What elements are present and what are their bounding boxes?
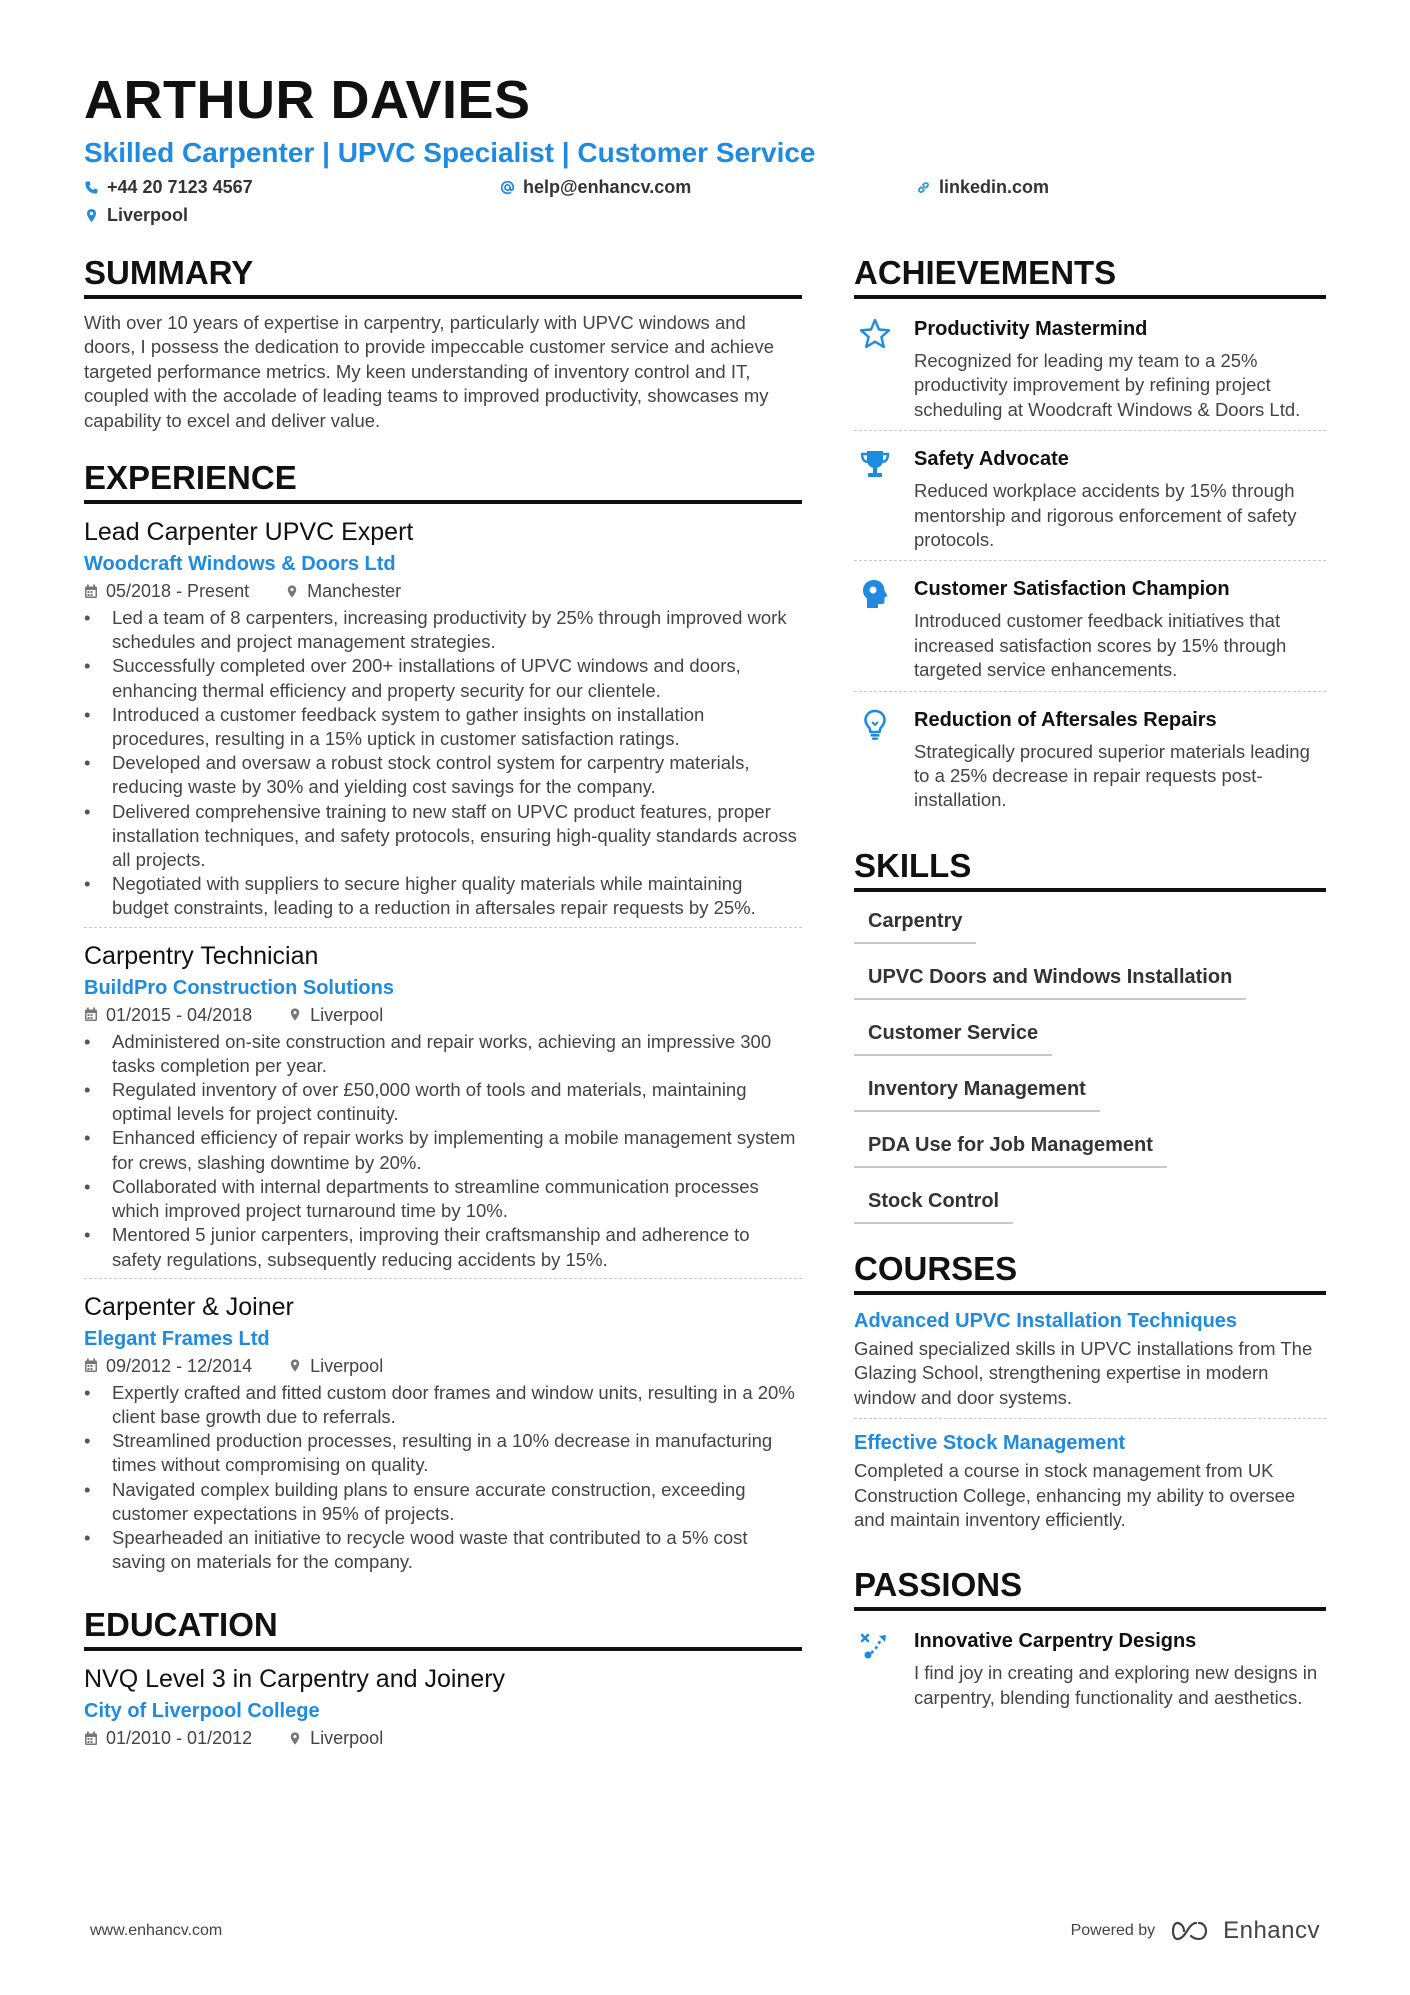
skill-tag: Carpentry — [854, 904, 976, 944]
contact-phone[interactable] — [84, 176, 500, 198]
location-pin-icon — [288, 1007, 302, 1022]
course-item — [854, 1429, 1326, 1540]
passions-section — [854, 1566, 1326, 1718]
job-bullet: • Navigated complex building plans to ensure accurate construction, exceeding customer expectations in 95% of projects. — [84, 1478, 802, 1526]
job-title: Carpenter & Joiner — [84, 1292, 294, 1321]
job-bullet: • Enhanced efficiency of repair works by implementing a mobile management system for crews, slashing downtime by 20%. — [84, 1126, 802, 1174]
job-meta — [84, 1353, 802, 1379]
job-dates: 05/2018 - Present — [106, 581, 250, 602]
skill-tag: UPVC Doors and Windows Installation — [854, 960, 1246, 1000]
resume-header — [84, 70, 1326, 226]
brand-logo[interactable] — [1171, 1917, 1320, 1945]
course-item — [854, 1307, 1326, 1419]
contact-location — [84, 204, 500, 226]
candidate-headline: Skilled Carpenter | UPVC Specialist | Customer Service — [84, 137, 816, 168]
head-icon — [858, 577, 892, 611]
linkedin-text: linkedin.com — [939, 176, 1050, 197]
contact-info — [84, 176, 1326, 226]
section-title-achievements: ACHIEVEMENTS — [854, 254, 1326, 299]
right-column — [854, 254, 1326, 1777]
degree-title: NVQ Level 3 in Carpentry and Joinery — [84, 1665, 506, 1694]
strategy-icon — [858, 1629, 892, 1663]
summary-text: With over 10 years of expertise in carpentry, particularly with UPVC windows and doors, I possess the dedication to provide impeccable customer service and achieve targeted performance metrics. My keen understanding of inventory control and IT, coupled with the accolade of leading teams to improved productivity, showcases my capability to excel and deliver value. — [84, 312, 775, 431]
company-name: BuildPro Construction Solutions — [84, 976, 394, 999]
location-pin-icon — [288, 1358, 302, 1373]
skill-tag: PDA Use for Job Management — [854, 1128, 1167, 1168]
phone-text: +44 20 7123 4567 — [107, 176, 253, 197]
education-section — [84, 1606, 802, 1751]
job-title: Carpentry Technician — [84, 941, 319, 970]
job-bullet: • Expertly crafted and fitted custom door frames and window units, resulting in a 20% client base growth due to referrals. — [84, 1381, 802, 1429]
skills-section — [854, 847, 1326, 1224]
link-icon — [916, 180, 931, 195]
experience-item — [84, 940, 802, 1279]
job-bullet: • Collaborated with internal departments to streamline communication processes which improved project turnaround time by 10%. — [84, 1175, 802, 1223]
achievement-title: Customer Satisfaction Champion — [914, 578, 1230, 601]
job-meta — [84, 1002, 802, 1028]
job-bullet: • Negotiated with suppliers to secure higher quality materials while maintaining budget constraints, leading to a reduction in aftersales repair requests by 25%. — [84, 872, 802, 920]
job-bullets — [84, 1381, 802, 1575]
lightbulb-icon — [858, 708, 892, 742]
course-title: Advanced UPVC Installation Techniques — [854, 1309, 1238, 1332]
calendar-icon — [84, 1007, 98, 1022]
courses-section — [854, 1250, 1326, 1540]
star-icon — [858, 317, 892, 351]
footer-url[interactable]: www.enhancv.com — [90, 1922, 223, 1939]
achievement-desc: Reduced workplace accidents by 15% through mentorship and rigorous enforcement of safety protocols. — [914, 480, 1297, 551]
trophy-icon — [858, 447, 892, 481]
achievement-desc: Strategically procured superior materials leading to a 25% decrease in repair requests post-installation. — [914, 740, 1310, 811]
job-bullet: • Mentored 5 junior carpenters, improving their craftsmanship and adherence to safety regulations, subsequently reducing accidents by 15%. — [84, 1223, 802, 1271]
job-bullet: • Developed and oversaw a robust stock control system for carpentry materials, reducing waste by 30% and yielding cost savings for the company. — [84, 751, 802, 799]
experience-section — [84, 459, 802, 1580]
section-title-skills: SKILLS — [854, 847, 1326, 892]
skill-tag: Inventory Management — [854, 1072, 1100, 1112]
contact-linkedin[interactable] — [916, 176, 1216, 198]
enhancv-logo-icon — [1171, 1920, 1215, 1942]
summary-section — [84, 254, 802, 433]
at-icon — [500, 180, 515, 195]
section-title-experience: EXPERIENCE — [84, 459, 802, 504]
achievement-title: Productivity Mastermind — [914, 318, 1148, 340]
job-bullet: • Spearheaded an initiative to recycle wood waste that contributed to a 5% cost saving on materials for the company. — [84, 1526, 802, 1574]
job-location: Manchester — [307, 581, 402, 602]
course-desc: Gained specialized skills in UPVC installations from The Glazing School, strengthening expertise in modern window and door systems. — [854, 1337, 1313, 1408]
job-bullet: • Introduced a customer feedback system to gather insights on installation procedures, resulting in a 15% uptick in customer satisfaction ratings. — [84, 703, 802, 751]
calendar-icon — [84, 1358, 98, 1373]
passion-title: Innovative Carpentry Designs — [914, 1630, 1197, 1653]
education-meta — [84, 1725, 802, 1751]
education-location: Liverpool — [310, 1728, 384, 1749]
location-text: Liverpool — [107, 204, 189, 225]
achievement-item — [854, 441, 1326, 561]
achievement-title: Safety Advocate — [914, 448, 1069, 471]
experience-item — [84, 1291, 802, 1581]
candidate-name: ARTHUR DAVIES — [84, 70, 531, 130]
brand-name: Enhancv — [1223, 1917, 1320, 1944]
location-pin-icon — [288, 1731, 302, 1746]
contact-email[interactable] — [500, 176, 916, 198]
job-bullet: • Delivered comprehensive training to new staff on UPVC product features, proper installation techniques, and safety protocols, ensuring high-quality standards across all projects. — [84, 800, 802, 873]
section-title-courses: COURSES — [854, 1250, 1326, 1295]
job-dates: 01/2015 - 04/2018 — [106, 1004, 253, 1025]
achievements-section — [854, 254, 1326, 821]
job-bullet: • Streamlined production processes, resulting in a 10% decrease in manufacturing times without compromising on quality. — [84, 1429, 802, 1477]
job-bullets — [84, 1030, 802, 1272]
achievement-desc: Introduced customer feedback initiatives that increased satisfaction scores by 15% through targeted service enhancements. — [914, 610, 1287, 681]
powered-by — [1071, 1917, 1320, 1945]
calendar-icon — [84, 1731, 98, 1746]
skills-list — [854, 904, 1326, 1224]
achievement-desc: Recognized for leading my team to a 25% productivity improvement by refining project scheduling at Woodcraft Windows & Doors Ltd. — [914, 350, 1301, 420]
achievement-title: Reduction of Aftersales Repairs — [914, 708, 1217, 731]
passion-item — [854, 1623, 1326, 1718]
section-title-education: EDUCATION — [84, 1606, 802, 1651]
achievement-item — [854, 311, 1326, 431]
job-title: Lead Carpenter UPVC Expert — [84, 518, 414, 547]
email-text: help@enhancv.com — [523, 176, 692, 197]
course-desc: Completed a course in stock management from UK Construction College, enhancing my ability to oversee and maintain inventory efficiently. — [854, 1460, 1296, 1530]
job-location: Liverpool — [310, 1355, 384, 1376]
job-bullet: • Successfully completed over 200+ installations of UPVC windows and doors, enhancing thermal efficiency and property security for our clientele. — [84, 654, 802, 702]
page-footer — [90, 1917, 1320, 1945]
skill-tag: Customer Service — [854, 1016, 1052, 1056]
company-name: Elegant Frames Ltd — [84, 1327, 270, 1350]
job-dates: 09/2012 - 12/2014 — [106, 1355, 253, 1376]
job-bullet: • Led a team of 8 carpenters, increasing productivity by 25% through improved work schedules and project management strategies. — [84, 606, 802, 654]
course-title: Effective Stock Management — [854, 1432, 1126, 1455]
section-title-summary: SUMMARY — [84, 254, 802, 299]
achievement-item — [854, 702, 1326, 821]
left-column — [84, 254, 802, 1777]
calendar-icon — [84, 584, 98, 599]
job-location: Liverpool — [310, 1004, 384, 1025]
powered-by-label: Powered by — [1070, 1922, 1156, 1939]
passion-desc: I find joy in creating and exploring new designs in carpentry, blending functionality and aesthetics. — [914, 1662, 1318, 1708]
location-pin-icon — [84, 208, 99, 223]
company-name: Woodcraft Windows & Doors Ltd — [84, 553, 396, 576]
job-bullet: • Administered on-site construction and repair works, achieving an impressive 300 tasks completion per year. — [84, 1030, 802, 1078]
job-bullet: • Regulated inventory of over £50,000 worth of tools and materials, maintaining optimal levels for project continuity. — [84, 1078, 802, 1126]
experience-item — [84, 516, 802, 928]
job-bullets — [84, 606, 802, 921]
location-pin-icon — [285, 584, 299, 599]
section-title-passions: PASSIONS — [854, 1566, 1326, 1611]
achievement-item — [854, 571, 1326, 691]
phone-icon — [84, 180, 99, 195]
job-meta — [84, 578, 802, 604]
skill-tag: Stock Control — [854, 1184, 1013, 1224]
education-dates: 01/2010 - 01/2012 — [106, 1728, 253, 1749]
school-name: City of Liverpool College — [84, 1700, 320, 1723]
resume-columns — [84, 254, 1326, 1777]
